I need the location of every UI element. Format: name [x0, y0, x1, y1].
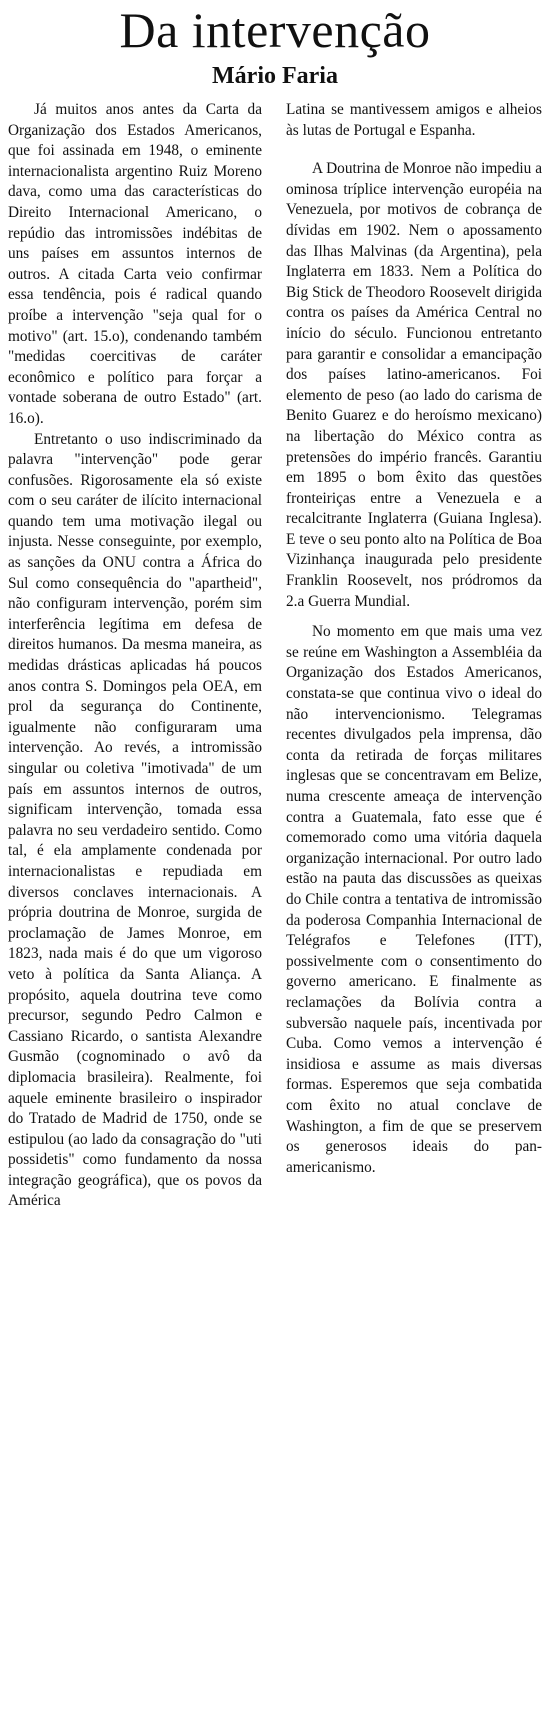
paragraph: A Doutrina de Monroe não impediu a ominosa tríplice intervenção européia na Venezuela, por motivos de cobrança de dívidas em 1902. Nem o apossamento das Ilhas Malvinas (da Argentina), pela Inglaterra em 1833. Nem a Política do Big Stick de Theodoro Roosevelt dirigida contra os países da América Central no início do século. Funcionou entretanto para garantir e consolidar a emancipação dos países latino-americanos. Foi elemento de peso (ao lado do carisma de Benito Guarez e do heroísmo mexicano) na libertação do México contra as pretensões do império francês. Garantiu em 1895 o bom êxito das questões fronteiriças entre a Venezuela e a recalcitrante Inglaterra (Guiana Inglesa). E teve o seu ponto alto na Política de Boa Vizinhança inaugurada pelo presidente Franklin Roosevelt, nos pródromos da 2.a Guerra Mundial.: [286, 160, 542, 610]
article-author: Mário Faria: [212, 63, 338, 89]
left-column: [8, 100, 262, 1212]
paragraph: Latina se mantivessem amigos e alheios às lutas de Portugal e Espanha.: [286, 101, 542, 139]
article-title: Da intervenção: [119, 2, 431, 58]
paragraph: Já muitos anos antes da Carta da Organização dos Estados Americanos, que foi assinada em 1948, o eminente internacionalista argentino Ruiz Moreno dava, como uma das características do Direito Internacional Americano, o repúdio das intromissões indébitas de uns países em assuntos internos de outros. A citada Carta veio confirmar essa tendência, pois é radical quando proíbe a intervenção "seja qual for o motivo" (art. 15.o), condenando também "medidas coercitivas de caráter econômico e político para forçar a vontade soberana de outro Estado" (art. 16.o).: [8, 101, 262, 427]
right-column: [286, 100, 542, 1178]
paragraph: Entretanto o uso indiscriminado da palavra "intervenção" pode gerar confusões. Rigorosamente ela só existe com o seu caráter de ilícito internacional quando tem uma motivação ilegal ou injusta. Nesse conseguinte, por exemplo, as sanções da ONU contra a África do Sul como consequência do "apartheid", não configuram intervenção, porém sim interferência legítima em defesa de direitos humanos. Da mesma maneira, as medidas drásticas aplicadas há poucos anos contra S. Domingos pela OEA, em prol da segurança do Continente, igualmente não configuraram uma intervenção. Ao revés, a intromissão singular ou coletiva "imotivada" de um país em assuntos internos de outros, significam intervenção, tomada essa palavra no seu verdadeiro sentido. Como tal, é ela amplamente condenada por internacionalistas e repudiada em diversos conclaves internacionais. A própria doutrina de Monroe, surgida de proclamação de James Monroe, em 1823, nada mais é do que um vigoroso veto à política da Santa Aliança. A propósito, aquela doutrina teve como precursor, segundo Pedro Calmon e Cassiano Ricardo, o santista Alexandre Gusmão (cognominado o avô da diplomacia brasileira). Realmente, foi aquele eminente brasileiro o inspirador do Tratado de Madrid de 1750, onde se estipulou (ao lado da consagração do "uti possidetis" como fundamento da nossa integração geográfica), que os povos da América: [8, 430, 262, 1210]
paragraph: No momento em que mais uma vez se reúne em Washington a Assembléia da Organização dos Estados Americanos, constata-se que continua vivo o ideal do não intervencionismo. Telegramas recentes divulgados pela imprensa, dão conta da retirada de forças militares inglesas que se concentravam em Belize, numa crescente ameaça de intervenção contra a Guatemala, fato esse que é comemorado como uma vitória daquela organização internacional. Por outro lado estão na pauta das discussões as queixas do Chile contra a tentativa de intromissão da poderosa Companhia Internacional de Telégrafos e Telefones (ITT), possivelmente com o consentimento do governo americano. E finalmente as reclamações da Bolívia contra a subversão naquele país, incentivada por Cuba. Como vemos a intervenção é insidiosa e assume as mais diversas formas. Esperemos que seja combatida com êxito no atual conclave de Washington, a fim de que se preservem os generosos ideais do pan-americanismo.: [286, 623, 542, 1176]
